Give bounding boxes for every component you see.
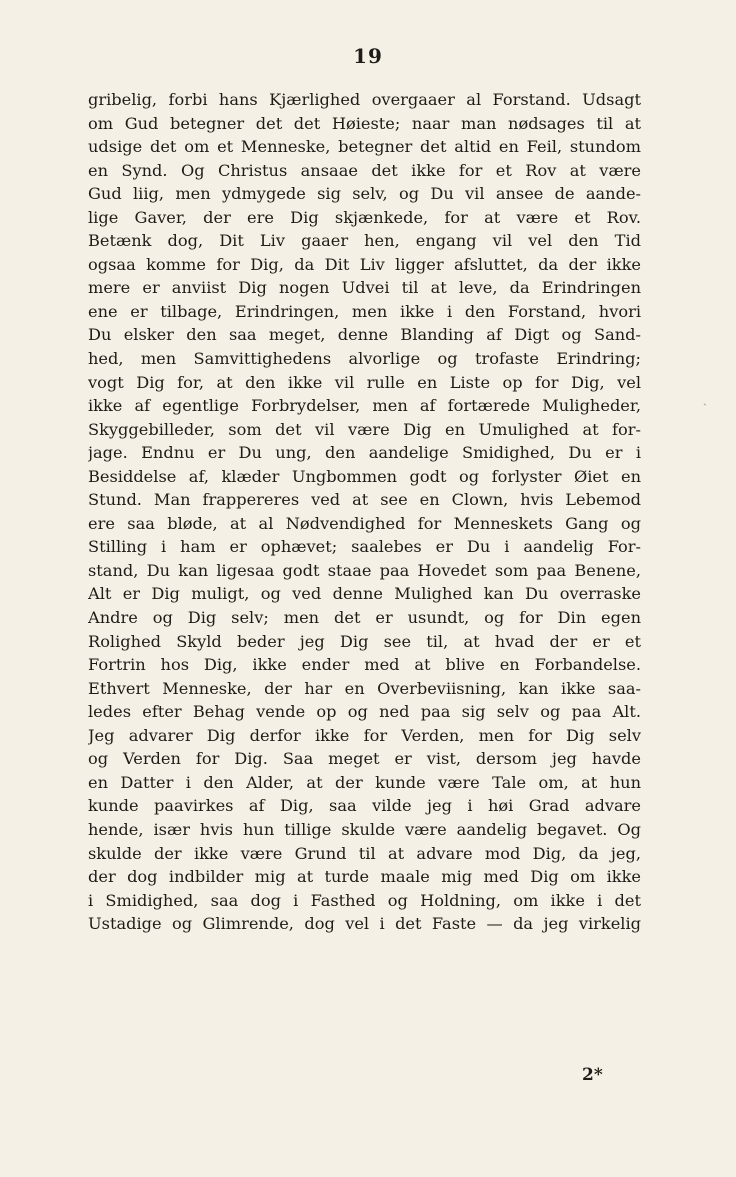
- signature-mark: 2*: [582, 1065, 603, 1085]
- text-line: og Verden for Dig. Saa meget er vist, dersom jeg havde: [88, 749, 641, 769]
- text-line: der dog indbilder mig at turde maale mig med Dig om ikke: [88, 867, 641, 887]
- text-line: Stilling i ham er ophævet; saalebes er Du i aandelig For-: [88, 537, 641, 557]
- text-line: ikke af egentlige Forbrydelser, men af fortærede Muligheder,: [88, 396, 641, 416]
- text-line: jage. Endnu er Du ung, den aandelige Smidighed, Du er i: [88, 443, 641, 463]
- margin-mark: ˏ: [703, 392, 707, 406]
- text-line: lige Gaver, der ere Dig skjænkede, for at være et Rov.: [88, 207, 641, 227]
- text-line: Jeg advarer Dig derfor ikke for Verden, men for Dig selv: [88, 725, 641, 745]
- text-line: udsige det om et Menneske, betegner det altid en Feil, stundom: [88, 137, 641, 157]
- text-line: gribelig, forbi hans Kjærlighed overgaaer al Forstand. Udsagt: [88, 90, 641, 109]
- page-number: 19: [353, 44, 383, 68]
- text-line: kunde paavirkes af Dig, saa vilde jeg i høi Grad advare: [88, 796, 641, 816]
- text-line: Stund. Man frappereres ved at see en Clown, hvis Lebemod: [88, 490, 641, 510]
- text-line: hed, men Samvittighedens alvorlige og trofaste Erindring;: [88, 349, 641, 369]
- text-line: Andre og Dig selv; men det er usundt, og for Din egen: [88, 608, 641, 628]
- text-line: ere saa bløde, at al Nødvendighed for Menneskets Gang og: [88, 513, 641, 533]
- text-line: Fortrin hos Dig, ikke ender med at blive en Forbandelse.: [88, 655, 641, 675]
- text-line: Besiddelse af, klæder Ungbommen godt og forlyster Øiet en: [88, 466, 641, 486]
- text-line: Skyggebilleder, som det vil være Dig en Umulighed at for-: [88, 419, 641, 439]
- text-line: i Smidighed, saa dog i Fasthed og Holdning, om ikke i det: [88, 890, 641, 910]
- text-line: en Datter i den Alder, at der kunde være Tale om, at hun: [88, 772, 641, 792]
- text-line: Betænk dog, Dit Liv gaaer hen, engang vil vel den Tid: [88, 231, 641, 251]
- text-line: ene er tilbage, Erindringen, men ikke i den Forstand, hvori: [88, 301, 641, 321]
- text-line: Ethvert Menneske, der har en Overbeviisning, kan ikke saa-: [88, 678, 641, 698]
- body-text: [88, 88, 641, 936]
- text-line: ogsaa komme for Dig, da Dit Liv ligger afsluttet, da der ikke: [88, 254, 641, 274]
- text-line: hende, især hvis hun tillige skulde være aandelig begavet. Og: [88, 819, 641, 839]
- text-line: Gud liig, men ydmygede sig selv, og Du vil ansee de aande-: [88, 184, 641, 204]
- text-line: Ustadige og Glimrende, dog vel i det Faste — da jeg virkelig: [88, 914, 641, 934]
- text-line: stand, Du kan ligesaa godt staae paa Hovedet som paa Benene,: [88, 560, 641, 580]
- text-line: Du elsker den saa meget, denne Blanding af Digt og Sand-: [88, 325, 641, 345]
- text-line: vogt Dig for, at den ikke vil rulle en Liste op for Dig, vel: [88, 372, 641, 392]
- text-line: en Synd. Og Christus ansaae det ikke for et Rov at være: [88, 160, 641, 180]
- text-line: Rolighed Skyld beder jeg Dig see til, at hvad der er et: [88, 631, 641, 651]
- text-line: ledes efter Behag vende op og ned paa sig selv og paa Alt.: [88, 702, 641, 722]
- text-line: skulde der ikke være Grund til at advare mod Dig, da jeg,: [88, 843, 641, 863]
- text-line: Alt er Dig muligt, og ved denne Mulighed kan Du overraske: [88, 584, 641, 604]
- text-line: om Gud betegner det det Høieste; naar man nødsages til at: [88, 113, 641, 133]
- text-line: mere er anviist Dig nogen Udvei til at leve, da Erindringen: [88, 278, 641, 298]
